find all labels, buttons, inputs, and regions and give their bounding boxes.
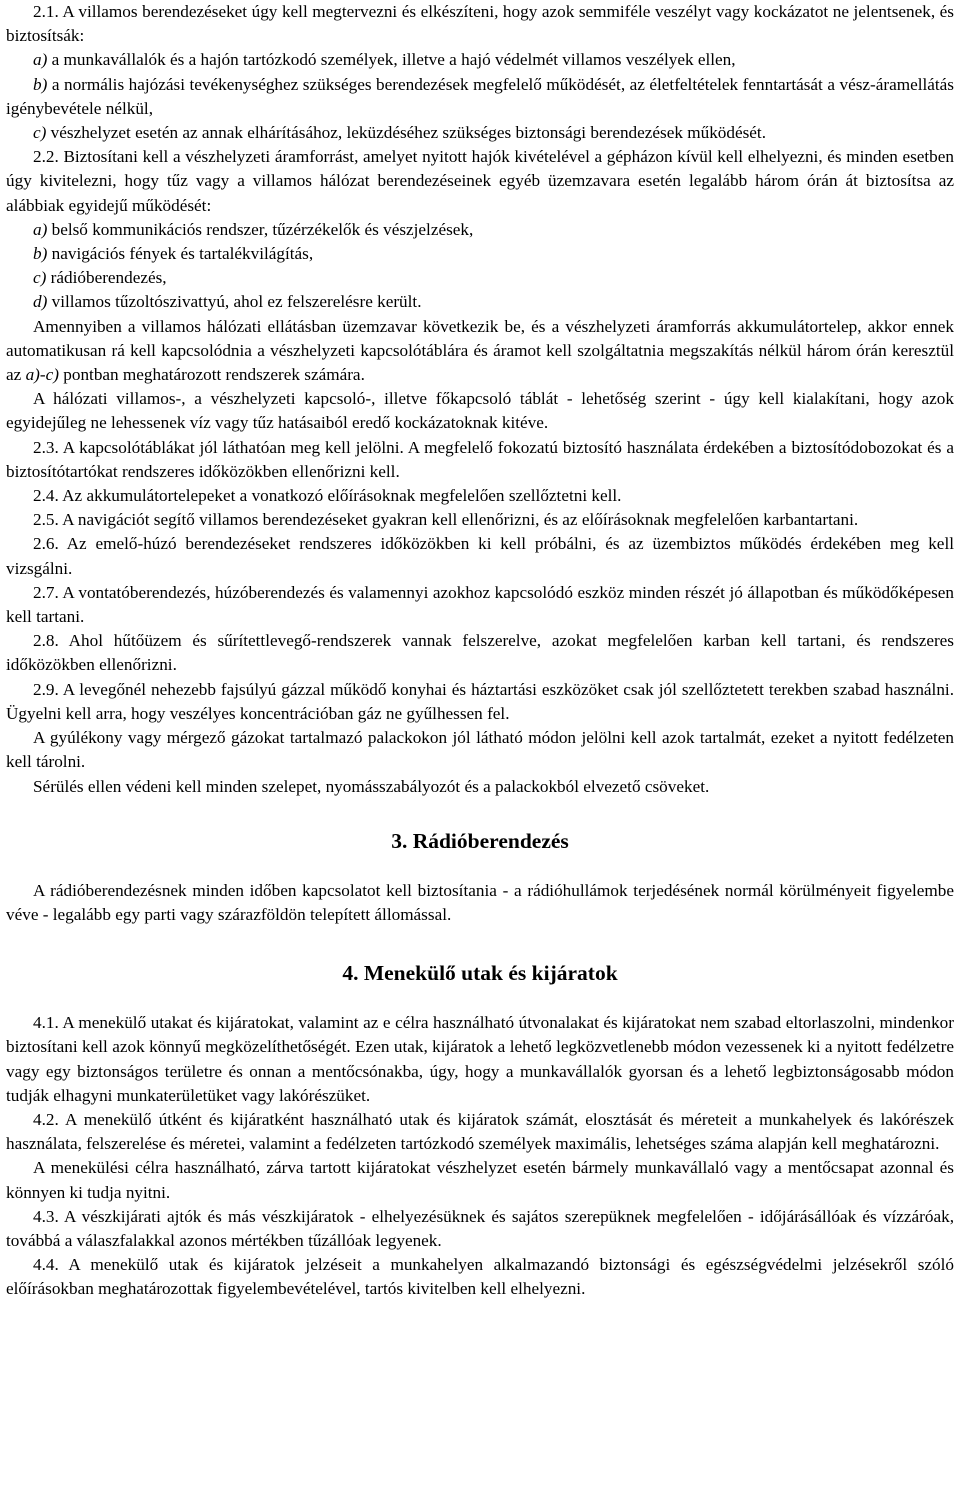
- paragraph-2-6: 2.6. Az emelő-húzó berendezéseket rendszeres időközökben ki kell próbálni, és az üzembiztos működés érdekében meg kell vizsgálni.: [6, 534, 954, 578]
- list-marker: c): [33, 123, 47, 143]
- paragraph-2-1: [6, 0, 954, 48]
- list-marker: a): [33, 219, 48, 239]
- list-text: a munkavállalók és a hajón tartózkodó személyek, illetve a hajó védelmét villamos veszélyek ellen,: [51, 50, 736, 70]
- list-text: rádióberendezés,: [50, 268, 167, 288]
- list-item-a: [6, 218, 954, 242]
- paragraph-2-3: 2.3. A kapcsolótáblákat jól láthatóan meg kell jelölni. A megfelelő fokozatú biztosító használata érdekében a biztosítódobozokat és a biztosítótartókat rendszeres időközökben ellenőrizni kell.: [6, 437, 954, 481]
- list-text: a normális hajózási tevékenységhez szükséges berendezések megfelelő működését, az életfeltételek fenntartását a vész-áramellátás igénybevétele nélkül,: [6, 74, 954, 118]
- paragraph-2-8: 2.8. Ahol hűtőüzem és sűrítettlevegő-rendszerek vannak felszerelve, azokat megfelelően karban kell tartani, és rendszeres időközökben ellenőrizni.: [6, 631, 954, 675]
- paragraph-2-9-gas-cylinders: A gyúlékony vagy mérgező gázokat tartalmazó palackokon jól látható módon jelölni kell azok tartalmát, ezeket a nyitott fedélzeten kell tárolni.: [6, 728, 954, 772]
- paragraph-2-4: 2.4. Az akkumulátortelepeket a vonatkozó előírásoknak megfelelően szellőztetni kell.: [33, 486, 622, 506]
- paragraph-4-2-locked-exits: A menekülési célra használható, zárva tartott kijáratokat vészhelyzet esetén bármely munkavállaló vagy a mentőcsapat azonnal és könnyen ki tudja nyitni.: [6, 1158, 954, 1202]
- paragraph-4-4: 4.4. A menekülő utak és kijáratok jelzéseit a munkahelyen alkalmazandó biztonsági és egészségvédelmi jelzésekről szóló előírásokban meghatározottak figyelembevételével, tartós kivitelben kell elhelyezni.: [6, 1255, 954, 1299]
- list-item-a: [6, 48, 954, 72]
- list-marker: d): [33, 292, 48, 312]
- section-heading-radio: 3. Rádióberendezés: [391, 828, 569, 853]
- list-marker: c): [33, 268, 47, 288]
- paragraph-number: 2.2.: [33, 147, 59, 167]
- paragraph-2-9: 2.9. A levegőnél nehezebb fajsúlyú gázzal működő konyhai és háztartási eszközöket csak jól szellőztetett terekben szabad használni. Ügyelni kell arra, hogy veszélyes koncentrációban gáz ne gyűlhessen fel.: [6, 679, 954, 723]
- paragraph-2-2-continued: [6, 315, 954, 388]
- paragraph-2-9-valves: Sérülés ellen védeni kell minden szelepet, nyomásszabályozót és a palackokból elvezető csöveket.: [33, 776, 710, 796]
- paragraph-2-5: 2.5. A navigációt segítő villamos berendezéseket gyakran kell ellenőrizni, és az előírásoknak megfelelően karbantartani.: [33, 510, 859, 530]
- paragraph-4-3: 4.3. A vészkijárati ajtók és más vészkijáratok - elhelyezésüknek és sajátos szerepüknek megfelelően - időjárásállóak és vízzáróak, továbbá a válaszfalakkal azonos mértékben tűzállóak legyenek.: [6, 1206, 954, 1250]
- paragraph-2-2: [6, 145, 954, 218]
- list-item-b: [6, 242, 954, 266]
- list-item-c: [6, 266, 954, 290]
- list-item-c: [6, 121, 954, 145]
- list-text: vészhelyzet esetén az annak elhárításához, leküzdéséhez szükséges biztonsági berendezések működését.: [50, 123, 767, 143]
- paragraph-text: A villamos berendezéseket úgy kell megtervezni és elkészíteni, hogy azok semmiféle veszélyt vagy kockázatot ne jelentsenek, és biztosítsák:: [6, 2, 954, 46]
- list-item-d: [6, 290, 954, 314]
- paragraph-2-2-switchboards: A hálózati villamos-, a vészhelyzeti kapcsoló-, illetve főkapcsoló táblát - lehetőség szerint - úgy kell kialakítani, hogy azok egyidejűleg ne lehessenek víz vagy tűz hatásaiból eredő kockázatoknak kitéve.: [6, 389, 954, 433]
- list-marker: a): [33, 50, 48, 70]
- paragraph-4-1: 4.1. A menekülő utakat és kijáratokat, valamint az e célra használható útvonalakat és kijáratokat nem szabad eltorlaszolni, mindenkor biztosítani kell azok könnyű megközelíthetőségét. Ezen utak, kijáratok a lehető legközvetlenebb módon vezessenek ki a nyitott fedélzetre vagy egy biztonságos területre és onnan a mentőcsónakba, úgy, hogy a munkavállalók gyorsan és a lehető legbiztonságosabb módon tudják elhagyni munkaterületüket vagy lakórészüket.: [6, 1013, 954, 1105]
- list-marker: b): [33, 74, 48, 94]
- list-item-b: [6, 73, 954, 121]
- paragraph-number: 2.1.: [33, 2, 59, 21]
- paragraph-3: A rádióberendezésnek minden időben kapcsolatot kell biztosítania - a rádióhullámok terjedésének normál körülményeit figyelembe véve - legalább egy parti vagy szárazföldön telepített állomással.: [6, 880, 954, 924]
- list-text: navigációs fények és tartalékvilágítás,: [51, 244, 314, 264]
- paragraph-text: Biztosítani kell a vészhelyzeti áramforrást, amelyet nyitott hajók kivételével a gépházon kívül kell elhelyezni, és minden esetben úgy kivitelezni, hogy tűz vagy a villamos hálózat berendezéseinek egyéb üzemzavara esetén legalább három órán át biztosítsa az alábbiak egyidejű működését:: [6, 147, 954, 215]
- paragraph-2-7: 2.7. A vontatóberendezés, húzóberendezés és valamennyi azokhoz kapcsolódó eszköz minden részét jó állapotban és működőképesen kell tartani.: [6, 582, 954, 627]
- list-text: belső kommunikációs rendszer, tűzérzékelők és vészjelzések,: [51, 219, 474, 239]
- section-heading-escape-routes: 4. Menekülő utak és kijáratok: [342, 961, 618, 986]
- paragraph-text: Amennyiben a villamos hálózati ellátásban üzemzavar következik be, és a vészhelyzeti áramforrás akkumulátortelep, akkor ennek automatikusan rá kell kapcsolódnia a vészhelyzeti kapcsolótáblára és áramot kell szolgáltatnia megszakítás nélkül három órán keresztül az: [6, 316, 954, 385]
- list-marker: b): [33, 244, 48, 264]
- paragraph-4-2: 4.2. A menekülő útként és kijáratként használható utak és kijáratok számát, elosztását és méreteit a munkahelyek és lakórészek használata, felszerelése és méretei, valamint a fedélzeten tartózkodó személyek maximális, lehetséges száma alapján kell meghatározni.: [6, 1109, 954, 1154]
- paragraph-text: pontban meghatározott rendszerek számára.: [63, 365, 365, 385]
- list-text: villamos tűzoltószivattyú, ahol ez felszerelésre került.: [51, 292, 422, 312]
- point-reference: a)-c): [25, 365, 59, 385]
